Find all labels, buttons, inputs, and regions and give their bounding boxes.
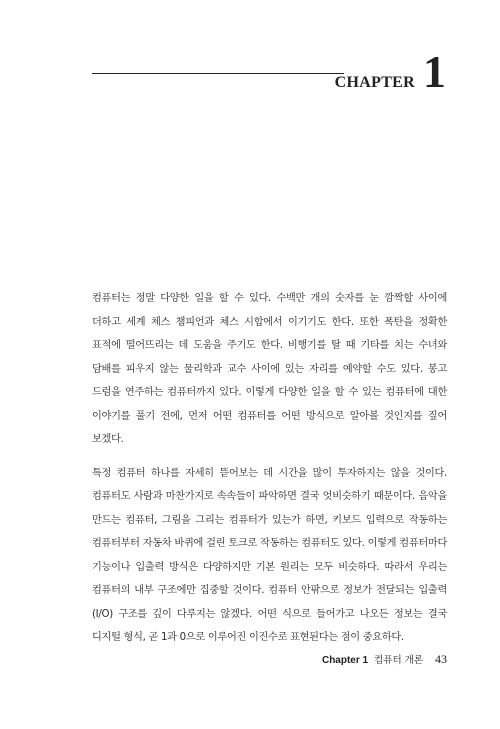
body-text (92, 287, 447, 660)
paragraph-2: 특정 컴퓨터 하나를 자세히 뜯어보는 데 시간을 많이 투자하지는 않을 것이다. 컴퓨터도 사람과 마찬가지로 속속들이 파악하면 결국 엇비슷하기 때문이다. 음악을 만드는 컴퓨터, 그림을 그리는 컴퓨터가 있는가 하면, 키보드 입력으로 작동하는 컴퓨터부터 자동차 바퀴에 걸린 토크로 작동하는 컴퓨터도 있다. 이렇게 컴퓨터마다 기능이나 입출력 방식은 다양하지만 기본 원리는 모두 비슷하다. 따라서 우리는 컴퓨터의 내부 구조에만 집중할 것이다. 컴퓨터 안팎으로 정보가 전달되는 입출력(I/O) 구조를 깊이 다루지는 않겠다. 어떤 식으로 들어가고 나오든 정보는 결국 디지털 형식, 곧 1과 0으로 이루어진 이진수로 표현된다는 점이 중요하다. (92, 467, 447, 643)
paragraph-1: 컴퓨터는 정말 다양한 일을 할 수 있다. 수백만 개의 숫자를 눈 깜짝할 사이에 더하고 세계 체스 챔피언과 체스 시합에서 이기기도 한다. 또한 폭탄을 정확한 표적에 떨어뜨리는 데 도움을 주기도 한다. 비행기를 탈 때 기타를 치는 수녀와 담배를 피우지 않는 물리학과 교수 사이에 있는 자리를 예약할 수도 있다. 봉고 드럼을 연주하는 컴퓨터까지 있다. 이렇게 다양한 일을 할 수 있는 컴퓨터에 대한 이야기를 풀기 전에, 먼저 어떤 컴퓨터를 어떤 방식으로 알아볼 것인지를 짚어 보겠다. (92, 293, 447, 445)
page-number: 43 (435, 652, 447, 666)
footer-chapter-title: 컴퓨터 개론 (374, 655, 423, 666)
chapter-number: 1 (423, 46, 446, 97)
chapter-heading (334, 46, 446, 97)
chapter-rule (92, 73, 344, 74)
page-footer (322, 652, 447, 667)
footer-chapter-label: Chapter 1 (321, 655, 369, 666)
chapter-label: CHAPTER (334, 74, 415, 91)
